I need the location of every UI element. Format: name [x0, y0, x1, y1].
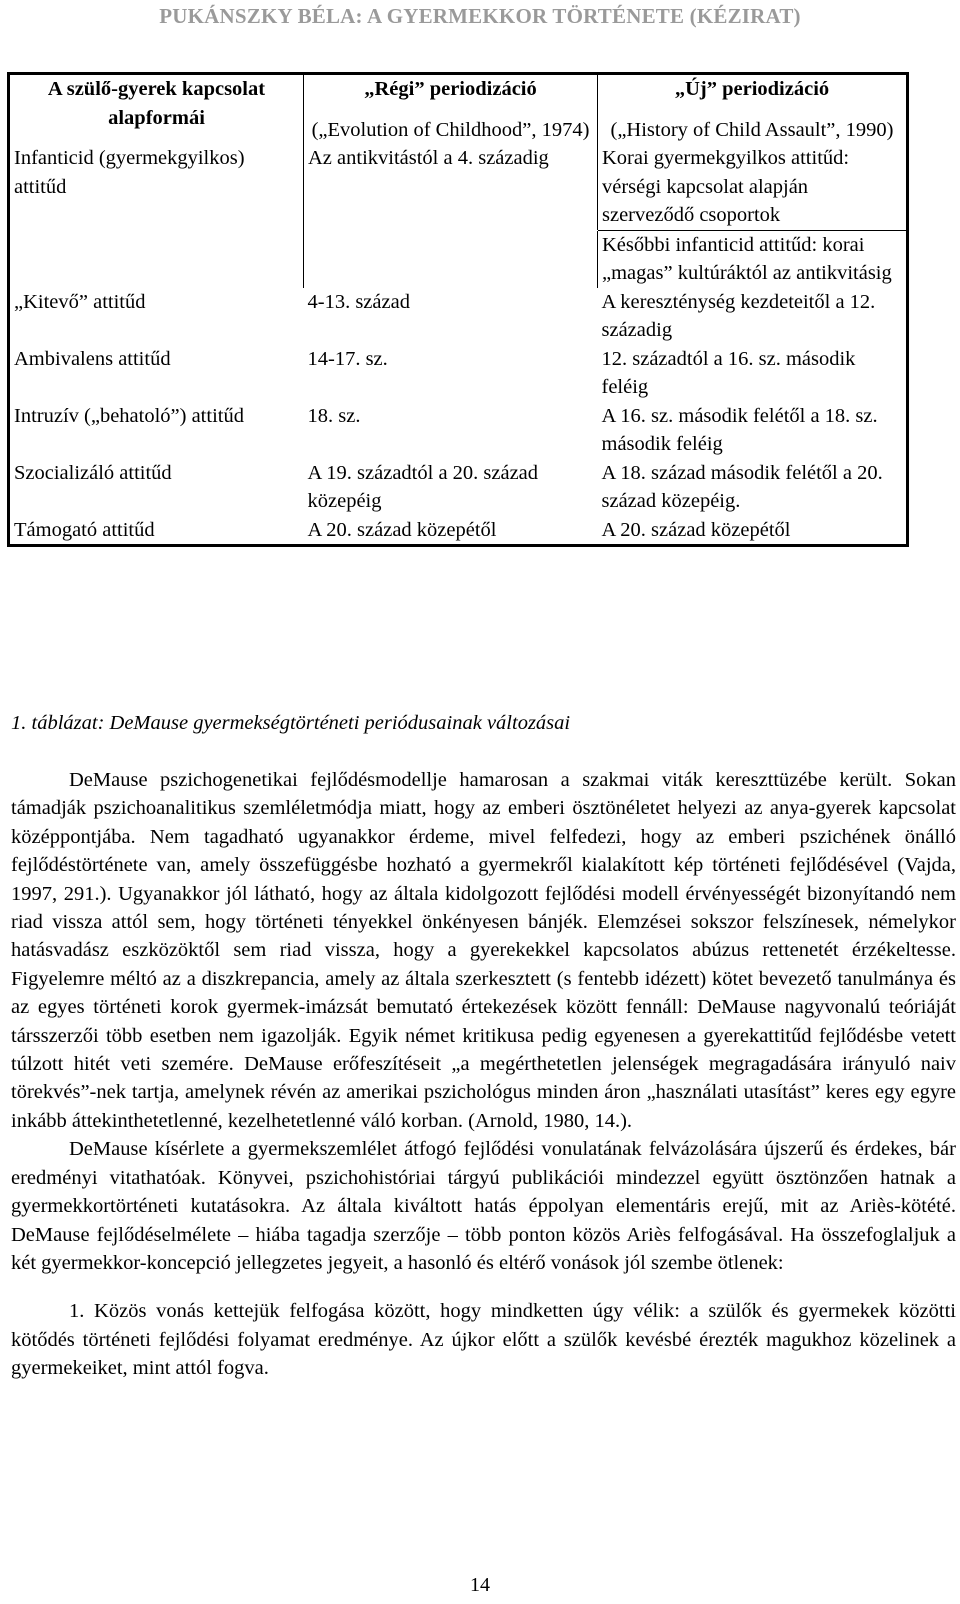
table-cell: „Kitevő” attitűd [14, 290, 146, 313]
paragraph: DeMause pszichogenetikai fejlődésmodellje hamarosan a szakmai viták kereszttüzébe került. Sokan támadják pszichoanalitikus szemléletmódja miatt, hogy az emberi ösztönéletet helyezi az anya-gyerek kapcsolat középpontjába. Nem tagadható ugyanakkor érdeme, mivel felfedezi, hogy az emberi pszichének önálló fejlődéstörténete van, amely összefüggésbe hozható a gyermekről kialakított kép történeti fejlődésével (Vajda, 1997, 291.). Ugyanakkor jól látható, hogy az általa kidolgozott fejlődési modell érvényességét bizonyítandó nem riad vissza attól sem, hogy történeti tényekkel önkényesen bánjék. Elemzései sokszor felszínesek, némelykor hatásvadász eszközöktől sem riad vissza, hogy a gyerekekkel kapcsolatos abúzus rettenetét érzékeltesse. Figyelemre méltó az a diszkrepancia, amely az általa szerkesztett (s fentebb idézett) kötet bevezető tanulmánya és az egyes történeti korok gyermek-imázsát bemutató értekezések között fennáll: DeMause nagyvonalú teóriáját társszerzői több esetben nem igazolják. Egyik német kritikusa pedig egyenesen a gyerekattitűd fejlődésbe vetett túlzott hitét veti szemére. DeMause erőfeszítéseit „a megérthetetlen jelenségek megragadására irányuló naiv törekvés”-nek tartja, amelynek révén az amerikai pszichológus minden áron „használati utasítást” keres egy egyre inkább áttekinthetetlenné, kezelhetetlenné váló korban. (Arnold, 1980, 14.). [11, 769, 956, 1132]
table-cell: A 16. sz. második felétől a 18. sz. második feléig [601, 404, 878, 455]
header-new-sub: („History of Child Assault”, 1990) [610, 118, 894, 141]
table-caption: 1. táblázat: DeMause gyermekségtörténeti periódusainak változásai [11, 712, 571, 734]
table-row [10, 345, 906, 402]
numbered-paragraph: 1. Közös vonás kettejük felfogása között, hogy mindketten úgy vélik: a szülők és gyermekek közötti kötődés történeti fejlődési folyamat eredménye. Az újkor előtt a szülők kevésbé érezték magukhoz közelinek a gyermekeiket, mint attól fogva. [11, 1300, 956, 1380]
header-col-old [304, 75, 598, 144]
table-cell: 4-13. század [307, 290, 410, 313]
table-header-row [10, 75, 906, 144]
table-cell: Szocializáló attitűd [14, 461, 172, 484]
table-cell: A 20. század közepétől [307, 518, 497, 541]
page-header: PUKÁNSZKY BÉLA: A GYERMEKKOR TÖRTÉNETE (KÉZIRAT) [159, 4, 801, 28]
header-new-title: „Új” periodizáció [674, 78, 830, 100]
paragraph: DeMause kísérlete a gyermekszemlélet átfogó fejlődési vonulatának felvázolására újszerű és érdekes, bár eredményi vitathatóak. Könyvei, pszichohistóriai tárgyú publikációi mindezzel együtt ösztönzően hatnak a gyermekkortörténeti kutatásokra. Az általa kiváltott hatás éppolyan elementáris erejű, mit az Ariès-kötété. DeMause fejlődéselmélete – hiába tagadja szerzője – több ponton közös Ariès felfogásával. Ha összefoglaljuk a két gyermekkor-koncepció jellegzetes jegyeit, a hasonló és eltérő vonások jól szembe ötlenek: [11, 1138, 956, 1274]
table-cell: 18. sz. [307, 404, 361, 427]
table-cell: 14-17. sz. [307, 347, 388, 370]
table-cell: 12. századtól a 16. sz. második feléig [601, 347, 856, 398]
table-cell: Intruzív („behatoló”) attitűd [14, 404, 244, 427]
table-cell: Korai gyermekgyilkos attitűd: vérségi kapcsolat alapján szerveződő csoportok [598, 144, 907, 230]
table-row [10, 402, 906, 459]
table-row [10, 288, 906, 345]
table-cell: A 18. század második felétől a 20. század közepéig. [601, 461, 883, 512]
page-number: 14 [470, 1574, 490, 1596]
table-cell [304, 230, 598, 288]
table-cell: Az antikvitástól a 4. századig [304, 144, 598, 230]
table-row [10, 459, 906, 516]
header-old-sub: („Evolution of Childhood”, 1974) [311, 118, 590, 141]
table-row [10, 144, 906, 230]
table-cell: A 19. századtól a 20. század közepéig [307, 461, 539, 512]
header-col-relationship: A szülő-gyerek kapcsolat alapformái [47, 78, 266, 129]
header-old-title: „Régi” periodizáció [364, 78, 537, 100]
table-row [10, 516, 906, 545]
table-cell: Infanticid (gyermekgyilkos) attitűd [14, 147, 245, 198]
table-cell: A 20. század közepétől [601, 518, 791, 541]
table-cell: Ambivalens attitűd [14, 347, 171, 370]
header-col-new [598, 75, 907, 144]
periodization-table [7, 72, 909, 547]
table-cell: Későbbi infanticid attitűd: korai „magas” kultúráktól az antikvitásig [598, 230, 907, 288]
body-text [11, 766, 956, 1383]
table-cell: A kereszténység kezdeteitől a 12. századig [601, 290, 876, 341]
table-row [10, 230, 906, 288]
table-cell [10, 230, 304, 288]
table-cell: Támogató attitűd [14, 518, 155, 541]
